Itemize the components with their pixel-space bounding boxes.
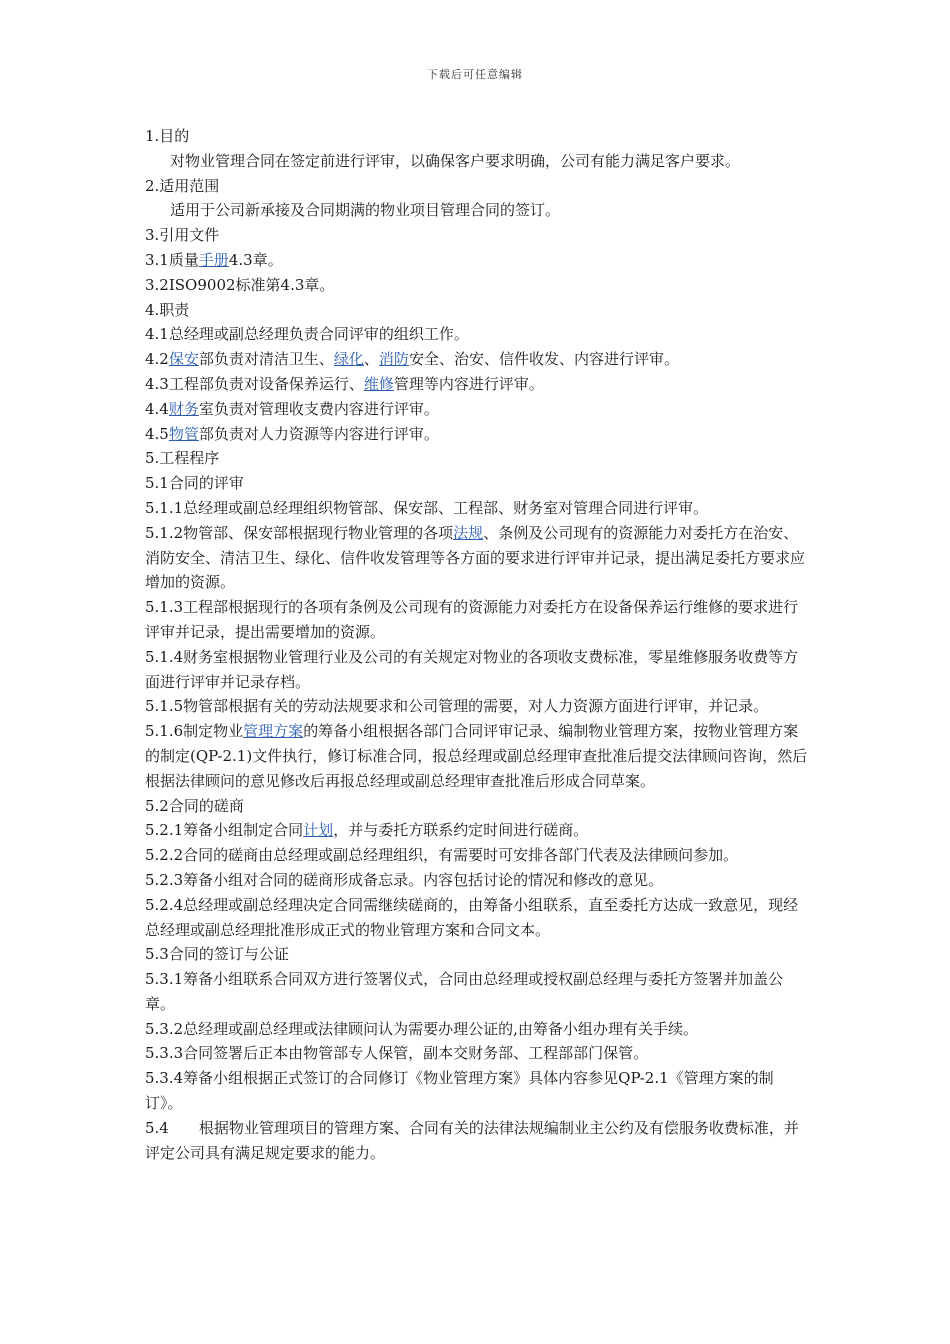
paragraph xyxy=(145,942,810,967)
text-span: 5.1.5物管部根据有关的劳动法规要求和公司管理的需要，对人力资源方面进行评审，并记录。 xyxy=(145,697,769,716)
text-span: 5.2合同的磋商 xyxy=(145,796,244,815)
inline-link[interactable]: 绿化 xyxy=(333,350,364,369)
paragraph xyxy=(145,794,810,819)
paragraph xyxy=(145,1017,810,1042)
text-span: 5.3.4筹备小组根据正式签订的合同修订《物业管理方案》具体内容参见QP-2.1《管理方案的制订》。 xyxy=(145,1069,774,1113)
inline-link[interactable]: 保安 xyxy=(168,350,199,369)
paragraph xyxy=(145,967,810,1017)
text-span: 5.1.6制定物业 xyxy=(145,722,244,741)
inline-link[interactable]: 手册 xyxy=(198,250,229,269)
paragraph xyxy=(145,893,810,943)
inline-link[interactable]: 管理方案 xyxy=(243,722,304,741)
paragraph xyxy=(145,1066,810,1116)
paragraph xyxy=(145,248,810,273)
text-span: 4.1总经理或副总经理负责合同评审的组织工作。 xyxy=(145,325,469,344)
text-span: 的筹备小组根据各部门合同评审记录、编制物业管理方案，按物业管理方案的制定(QP-2.1)文件执行，修订标准合同，报总经理或副总经理审查批准后提交法律顾问咨询，然后根据法律顾问的意见修改后再报总经理或副总经理审查批准后形成合同草案。 xyxy=(145,722,808,790)
paragraph xyxy=(145,372,810,397)
paragraph xyxy=(145,496,810,521)
text-span: 5.3.3合同签署后正本由物管部专人保管，副本交财务部、工程部部门保管。 xyxy=(145,1044,649,1063)
inline-link[interactable]: 物管 xyxy=(168,424,199,443)
text-span: 3.引用文件 xyxy=(145,226,220,245)
paragraph xyxy=(145,694,810,719)
text-span: 部负责对人力资源等内容进行评审。 xyxy=(198,424,439,443)
text-span: 4.3章。 xyxy=(228,250,283,269)
text-span: ，并与委托方联系约定时间进行磋商。 xyxy=(333,821,589,840)
paragraph xyxy=(145,1116,810,1166)
paragraph xyxy=(145,595,810,645)
text-span: 5.2.2合同的磋商由总经理或副总经理组织，有需要时可安排各部门代表及法律顾问参加。 xyxy=(145,846,739,865)
text-span: 3.1质量 xyxy=(145,250,199,269)
paragraph xyxy=(145,298,810,323)
text-span: 4.3工程部负责对设备保养运行、 xyxy=(145,374,364,393)
paragraph xyxy=(145,422,810,447)
paragraph xyxy=(145,471,810,496)
text-span: 5.4 根据物业管理项目的管理方案、合同有关的法律法规编制业主公约及有偿服务收费标准，并评定公司具有满足规定要求的能力。 xyxy=(145,1118,799,1162)
paragraph xyxy=(145,868,810,893)
text-span: 5.2.3筹备小组对合同的磋商形成备忘录。内容包括讨论的情况和修改的意见。 xyxy=(145,870,664,889)
text-span: 5.1.2物管部、保安部根据现行物业管理的各项 xyxy=(145,523,454,542)
paragraph xyxy=(145,124,810,149)
text-span: 室负责对管理收支费内容进行评审。 xyxy=(198,399,439,418)
text-span: 管理等内容进行评审。 xyxy=(393,374,544,393)
text-span: 4.职责 xyxy=(145,300,190,319)
text-span: 5.2.1筹备小组制定合同 xyxy=(145,821,304,840)
paragraph xyxy=(145,347,810,372)
text-span: 5.2.4总经理或副总经理决定合同需继续磋商的，由筹备小组联系，直至委托方达成一致意见，现经总经理或副总经理批准形成正式的物业管理方案和合同文本。 xyxy=(145,895,799,939)
text-span: 1.目的 xyxy=(145,127,190,145)
text-span: 5.3合同的签订与公证 xyxy=(145,945,289,964)
paragraph xyxy=(145,223,810,248)
paragraph xyxy=(145,521,810,595)
paragraph xyxy=(145,149,810,174)
paragraph xyxy=(145,1041,810,1066)
text-span: 5.1.1总经理或副总经理组织物管部、保安部、工程部、财务室对管理合同进行评审。 xyxy=(145,498,709,517)
paragraph xyxy=(145,322,810,347)
paragraph xyxy=(145,198,810,223)
text-span: 对物业管理合同在签定前进行评审，以确保客户要求明确，公司有能力满足客户要求。 xyxy=(170,151,741,170)
text-span: 适用于公司新承接及合同期满的物业项目管理合同的签订。 xyxy=(170,201,561,220)
text-span: 2.适用范围 xyxy=(145,176,220,195)
inline-link[interactable]: 财务 xyxy=(168,399,199,418)
paragraph xyxy=(145,174,810,199)
paragraph xyxy=(145,818,810,843)
text-span: 5.3.2总经理或副总经理或法律顾问认为需要办理公证的,由筹备小组办理有关手续。 xyxy=(145,1019,698,1038)
page-header-note: 下载后可任意编辑 xyxy=(427,68,523,81)
text-span: 3.2ISO9002标准第4.3章。 xyxy=(145,275,335,294)
document-body xyxy=(145,124,810,1165)
text-span: 5.1.4财务室根据物业管理行业及公司的有关规定对物业的各项收支费标准，零星维修服务收费等方面进行评审并记录存档。 xyxy=(145,647,799,691)
text-span: 、条例及公司现有的资源能力对委托方在治安、消防安全、清洁卫生、绿化、信件收发管理等各方面的要求进行评审并记录，提出满足委托方要求应增加的资源。 xyxy=(145,523,806,592)
text-span: 安全、治安、信件收发、内容进行评审。 xyxy=(408,350,679,369)
text-span: 5.1.3工程部根据现行的各项有条例及公司现有的资源能力对委托方在设备保养运行维修的要求进行评审并记录，提出需要增加的资源。 xyxy=(145,598,799,641)
paragraph xyxy=(145,446,810,471)
text-span: 5.3.1筹备小组联系合同双方进行签署仪式，合同由总经理或授权副总经理与委托方签署并加盖公章。 xyxy=(145,970,784,1013)
text-span: 4.2 xyxy=(145,350,169,369)
paragraph xyxy=(145,719,810,793)
text-span: 、 xyxy=(363,350,379,369)
text-span: 5.1合同的评审 xyxy=(145,474,244,493)
paragraph xyxy=(145,397,810,422)
text-span: 4.5 xyxy=(145,424,169,443)
text-span: 部负责对清洁卫生、 xyxy=(198,350,334,369)
inline-link[interactable]: 维修 xyxy=(363,374,394,393)
inline-link[interactable]: 计划 xyxy=(303,821,334,840)
paragraph xyxy=(145,843,810,868)
paragraph xyxy=(145,273,810,298)
inline-link[interactable]: 消防 xyxy=(378,350,409,369)
text-span: 4.4 xyxy=(145,399,169,418)
text-span: 5.工程程序 xyxy=(145,449,220,468)
inline-link[interactable]: 法规 xyxy=(453,523,484,542)
paragraph xyxy=(145,645,810,695)
